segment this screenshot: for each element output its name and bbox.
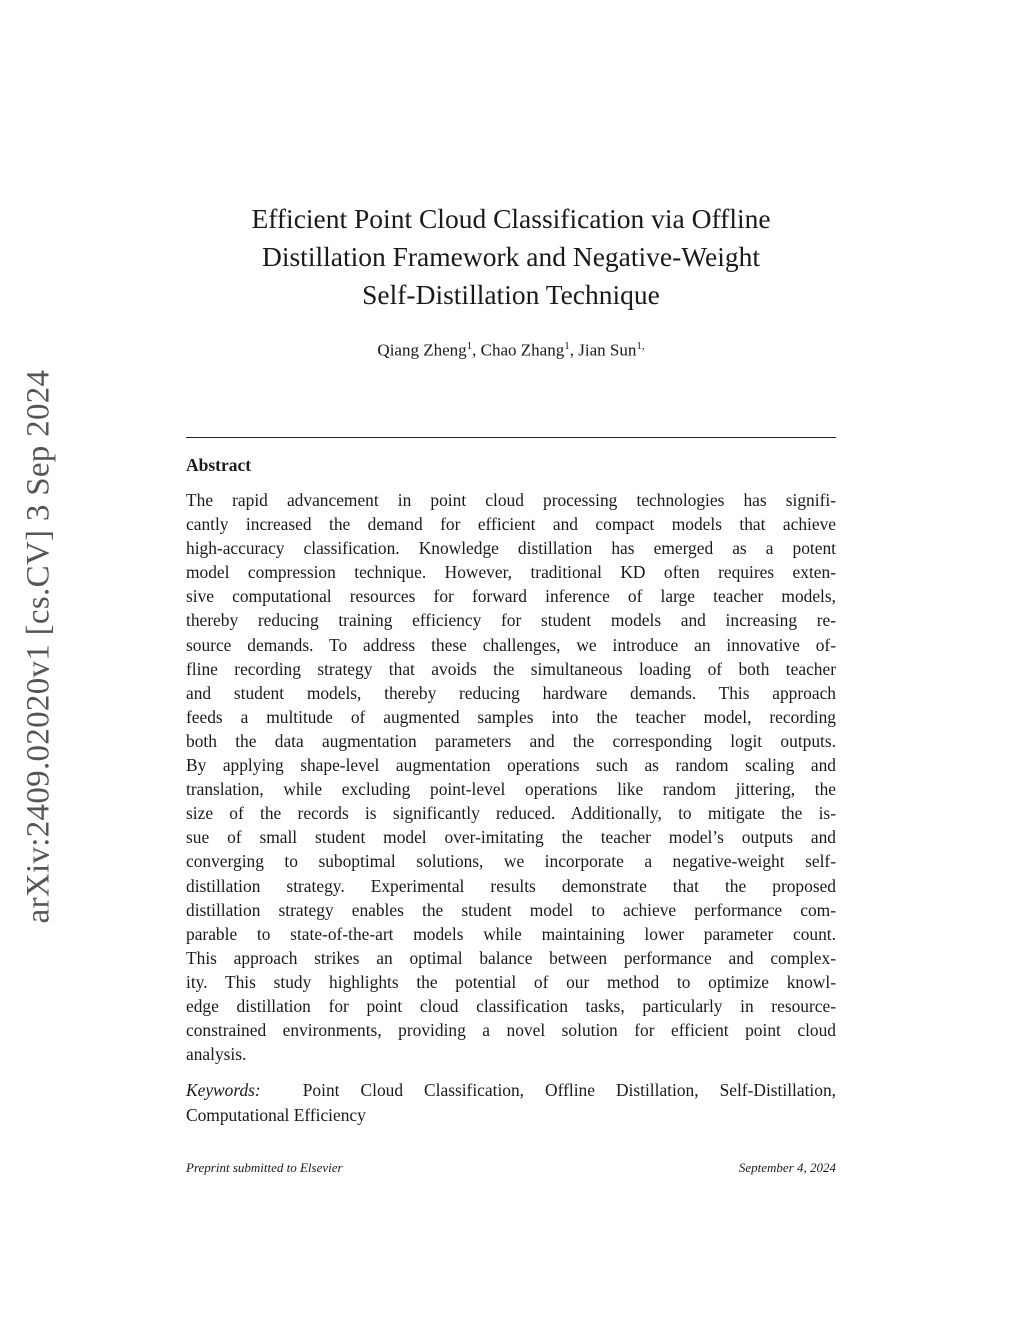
abstract-line: By applying shape-level augmentation operations such as random scaling and	[186, 755, 836, 776]
abstract-line: size of the records is significantly reduced. Additionally, to mitigate the is-	[186, 803, 836, 824]
abstract-line: ity. This study highlights the potential of our method to optimize knowl-	[186, 971, 836, 992]
abstract-line: fline recording strategy that avoids the simultaneous loading of both teacher	[186, 658, 836, 679]
title-line: Distillation Framework and Negative-Weight	[261, 241, 760, 272]
header-rule	[186, 437, 836, 438]
abstract-line: This approach strikes an optimal balance between performance and complex-	[186, 947, 836, 968]
abstract-line: converging to suboptimal solutions, we incorporate a negative-weight self-	[186, 851, 836, 872]
author-affiliation: 1	[466, 340, 473, 352]
keywords-text: Point Cloud Classification, Offline Distillation, Self-Distillation,	[302, 1080, 836, 1100]
arxiv-identifier-stamp	[12, 362, 66, 930]
abstract-line: feeds a multitude of augmented samples into the teacher model, recording	[186, 706, 836, 727]
author-name: Qiang Zheng	[377, 340, 467, 360]
abstract-line: edge distillation for point cloud classification tasks, particularly in resource-	[186, 995, 836, 1016]
author-name: Chao Zhang	[480, 340, 565, 360]
abstract-line: sive computational resources for forward inference of large teacher models,	[186, 586, 836, 607]
keywords-line: Computational Efficiency	[186, 1104, 366, 1125]
abstract-line: The rapid advancement in point cloud processing technologies has signifi-	[186, 490, 836, 510]
abstract-line: sue of small student model over-imitating the teacher model’s outputs and	[186, 827, 836, 848]
abstract-line: translation, while excluding point-level operations like random jittering, the	[186, 779, 836, 800]
abstract-body	[186, 488, 836, 1066]
abstract-heading: Abstract	[186, 455, 252, 475]
author-name: Jian Sun	[578, 340, 637, 360]
abstract-line: high-accuracy classification. Knowledge distillation has emerged as a potent	[186, 538, 836, 559]
page-footer	[186, 1160, 836, 1176]
abstract-line: constrained environments, providing a novel solution for efficient point cloud	[186, 1020, 836, 1041]
abstract-line: parable to state-of-the-art models while maintaining lower parameter count.	[186, 923, 836, 944]
keywords-label: Keywords:	[186, 1080, 261, 1100]
author-affiliation: 1	[564, 340, 570, 352]
title-line: Efficient Point Cloud Classification via Offline	[251, 203, 771, 234]
keywords-block	[186, 1078, 836, 1127]
author-separator: ,	[472, 340, 481, 360]
footer-journal: Preprint submitted to Elsevier	[186, 1160, 343, 1175]
title-line: Self-Distillation Technique	[362, 279, 660, 310]
abstract-line: thereby reducing training efficiency for student models and increasing re-	[186, 610, 836, 631]
abstract-line: source demands. To address these challenges, we introduce an innovative of-	[186, 634, 836, 655]
footer-date: September 4, 2024	[738, 1160, 836, 1175]
abstract-line: distillation strategy enables the student model to achieve performance com-	[186, 899, 836, 920]
author-affiliation: 1,	[636, 340, 645, 352]
abstract-line: distillation strategy. Experimental results demonstrate that the proposed	[186, 875, 836, 896]
abstract-line: analysis.	[186, 1044, 247, 1065]
arxiv-identifier-text: arXiv:2409.02020v1 [cs.CV] 3 Sep 2024	[20, 369, 57, 923]
abstract-line: cantly increased the demand for efficient and compact models that achieve	[186, 514, 836, 535]
paper-title	[186, 200, 836, 314]
author-separator: ,	[569, 340, 579, 360]
author-list	[186, 340, 836, 361]
keywords-line	[186, 1078, 836, 1103]
abstract-line: both the data augmentation parameters and the corresponding logit outputs.	[186, 730, 836, 751]
abstract-line: model compression technique. However, traditional KD often requires exten-	[186, 562, 836, 583]
abstract-line: and student models, thereby reducing hardware demands. This approach	[186, 682, 836, 703]
